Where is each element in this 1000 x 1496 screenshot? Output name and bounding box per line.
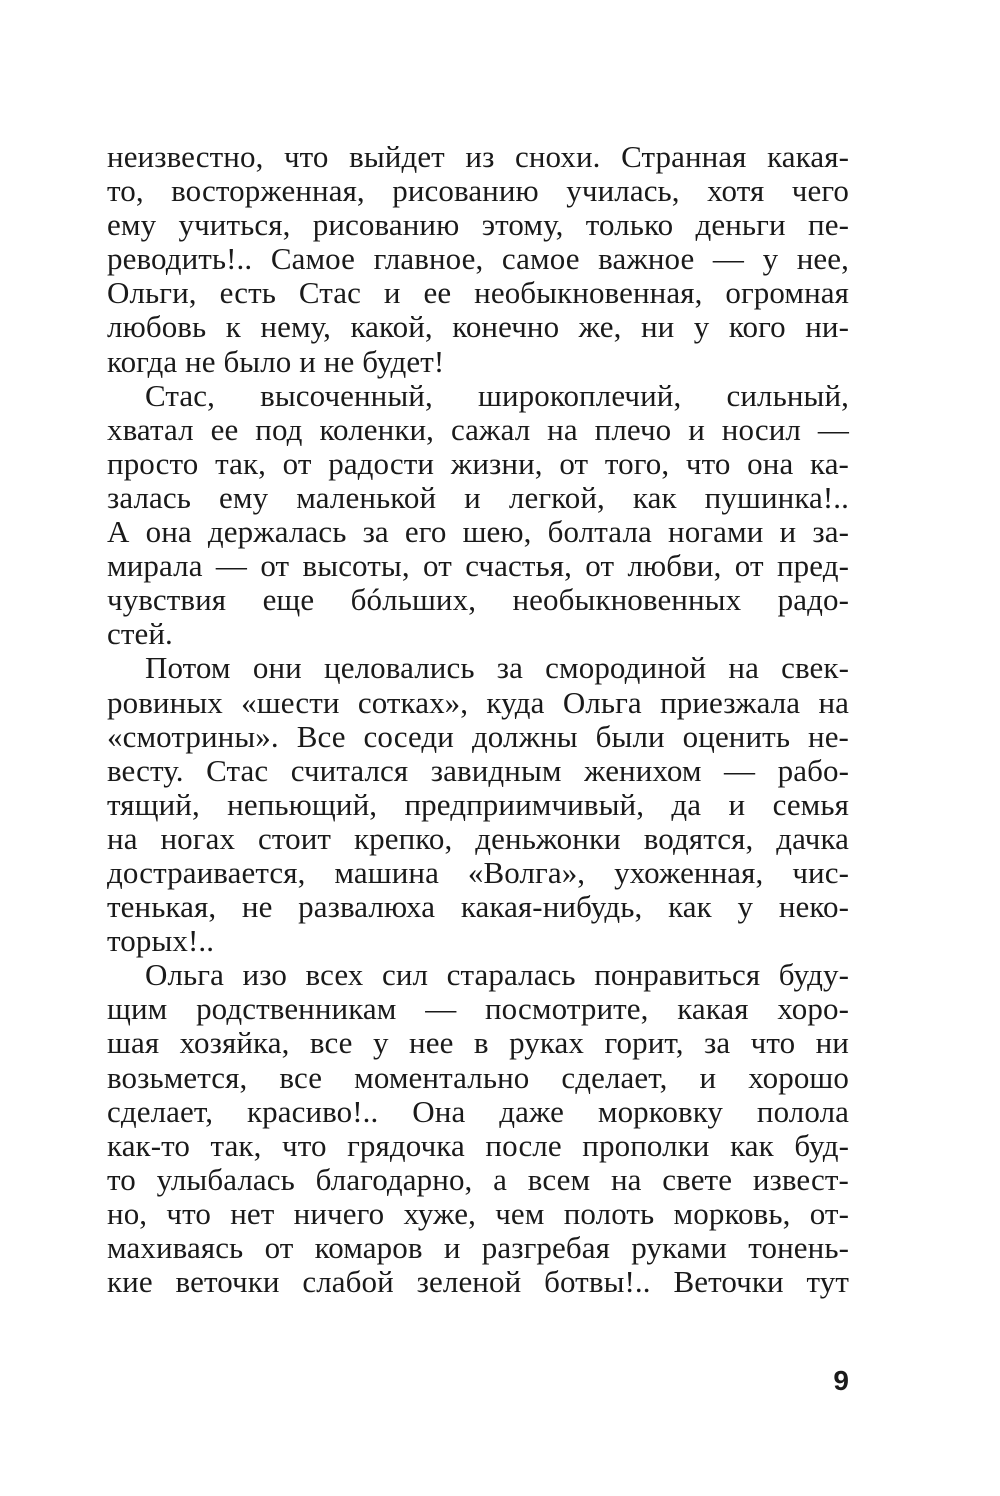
text-line: возьмется, все моментально сделает, и хорошо [107,1059,849,1095]
text-line: достраивается, машина «Волга», ухоженная, чис- [107,854,849,890]
text-line: когда не было и не будет! [107,343,445,379]
text-line: махиваясь от комаров и разгребая руками тонень- [107,1230,849,1265]
text-line: кие веточки слабой зеленой ботвы!.. Веточки тут [107,1264,849,1300]
text-line: Ольга изо всех сил старалась понравиться буду- [145,957,849,993]
text-line: хватал ее под коленки, сажал на плечо и носил — [107,411,849,447]
text-line: просто так, от радости жизни, от того, что она ка- [107,445,849,481]
text-line: стей. [107,616,173,652]
text-line: щим родственникам — посмотрите, какая хоро- [107,991,849,1027]
text-line: как-то так, что грядочка после прополки как буд- [107,1127,849,1163]
text-line: Потом они целовались за смородиной на свек- [145,650,849,686]
text-line: тящий, непьющий, предприимчивый, да и семья [107,786,849,822]
text-line: но, что нет ничего хуже, чем полоть морковь, от- [107,1195,849,1231]
text-line: неизвестно, что выйдет из снохи. Странная какая- [107,139,849,174]
text-line: то, восторженная, рисованию училась, хотя чего [107,173,849,209]
text-line: реводить!.. Самое главное, самое важное — у нее, [107,241,849,277]
text-line: А она держалась за его шею, болтала ногами и за- [107,514,849,550]
text-line: Стас, высоченный, широкоплечий, сильный, [145,377,849,413]
text-line: торых!.. [107,923,215,959]
text-line: Ольги, есть Стас и ее необыкновенная, огромная [107,275,849,311]
text-line: то улыбалась благодарно, а всем на свете извест- [107,1161,849,1197]
text-line: чувствия еще бóльших, необыкновенных радо- [107,582,849,618]
text-line: сделает, красиво!.. Она даже морковку полола [107,1093,849,1129]
text-line: ровиных «шести сотках», куда Ольга приезжала на [107,684,849,720]
text-line: весту. Стас считался завидным женихом — рабо- [107,752,849,788]
body-text [107,140,849,1299]
text-line: мирала — от высоты, от счастья, от любви, от пред- [107,548,849,584]
text-line: шая хозяйка, все у нее в руках горит, за что ни [107,1025,849,1061]
text-line: ему учиться, рисованию этому, только деньги пе- [107,207,849,243]
text-line: тенькая, не развалюха какая-нибудь, как у неко- [107,889,849,925]
text-line: «смотрины». Все соседи должны были оценить не- [107,718,849,754]
text-line: любовь к нему, какой, конечно же, ни у кого ни- [107,309,849,345]
page-number: 9 [833,1365,849,1396]
text-line: залась ему маленькой и легкой, как пушинка!.. [107,479,849,515]
text-line: на ногах стоит крепко, деньжонки водятся, дачка [107,820,849,856]
